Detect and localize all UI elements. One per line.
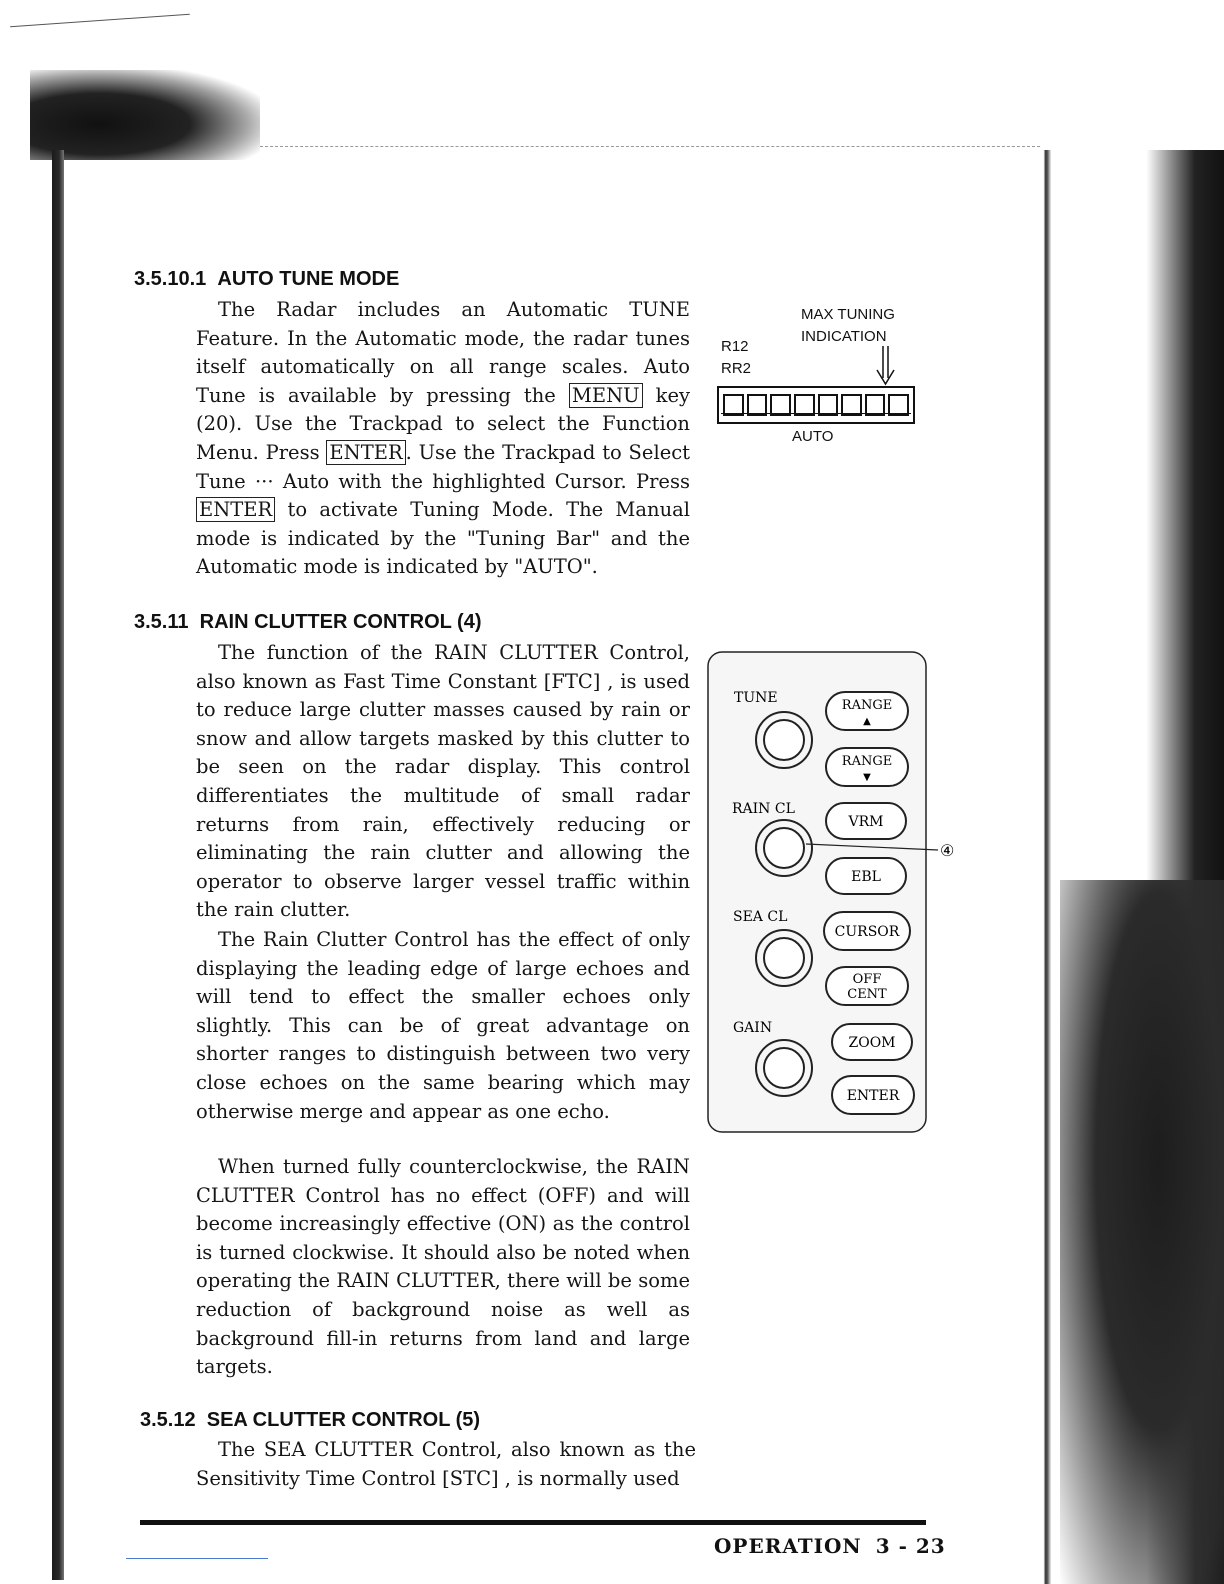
figure-label-indication: INDICATION bbox=[801, 328, 887, 345]
down-arrow-icon bbox=[874, 346, 898, 386]
paragraph-sea-clutter: The SEA CLUTTER Control, also known as the Sensitivity Time Control [STC] , is normally used bbox=[196, 1438, 696, 1490]
figure-label-model-rr2: RR2 bbox=[721, 360, 752, 377]
section-title: SEA CLUTTER CONTROL (5) bbox=[206, 1409, 481, 1431]
text-run: The Radar includes an Automatic TUNE Feature. In the Automatic mode, the radar tunes itself automatically on all range scales. Auto Tune is available by pressing the bbox=[196, 298, 690, 407]
knob-label-rain-cl: RAIN CL bbox=[732, 801, 795, 817]
section-title: RAIN CLUTTER CONTROL (4) bbox=[199, 611, 482, 633]
section-number: 3.5.11 bbox=[134, 611, 189, 633]
tuning-bar-segment bbox=[794, 394, 815, 416]
off-cent-label-line1: OFF bbox=[852, 972, 882, 987]
scan-binding-edge-left bbox=[52, 150, 64, 1580]
paragraph-rain-clutter-2: The Rain Clutter Control has the effect of only displaying the leading edge of large echoes and will tend to effect the smaller echoes only slightly. This can be of great advantage on shorter ranges to distinguish between two very close echoes on the same bearing which may otherwise merge and appear as one echo. bbox=[196, 928, 690, 1123]
figure-label-auto: AUTO bbox=[792, 428, 834, 445]
key-enter: ENTER bbox=[326, 440, 405, 465]
footer-section: OPERATION bbox=[714, 1534, 862, 1558]
off-cent-button[interactable] bbox=[826, 967, 908, 1005]
text-run: key (20). Use the Trackpad to select the Function Menu. Press bbox=[196, 383, 690, 464]
tuning-bar-segments bbox=[721, 392, 911, 414]
enter-label: ENTER bbox=[846, 1088, 900, 1104]
range-down-label: RANGE bbox=[841, 754, 893, 769]
tune-knob[interactable] bbox=[756, 712, 812, 768]
control-panel-figure bbox=[706, 648, 966, 1138]
cursor-label: CURSOR bbox=[834, 924, 900, 940]
tuning-bar-segment bbox=[770, 394, 791, 416]
scan-artifact-line bbox=[10, 14, 190, 29]
tuning-bar-segment bbox=[841, 394, 862, 416]
scan-artifact-blue-line bbox=[126, 1558, 268, 1559]
arrow-up-icon: ▲ bbox=[863, 716, 871, 727]
arrow-down-icon: ▼ bbox=[863, 772, 871, 783]
scan-artifact-top-edge bbox=[260, 146, 1040, 148]
section-number: 3.5.10.1 bbox=[134, 268, 207, 290]
section-heading-rain-clutter bbox=[134, 611, 481, 634]
vrm-button[interactable] bbox=[826, 803, 906, 839]
off-cent-label-line2: CENT bbox=[847, 987, 887, 1002]
paragraph-auto-tune bbox=[196, 296, 690, 582]
footer-rule bbox=[140, 1520, 926, 1525]
knob-label-gain: GAIN bbox=[733, 1020, 773, 1036]
figure-label-model-r12: R12 bbox=[721, 338, 749, 355]
range-down-button[interactable] bbox=[826, 748, 908, 786]
section-title: AUTO TUNE MODE bbox=[217, 268, 400, 290]
gain-knob[interactable] bbox=[756, 1040, 812, 1096]
tuning-bar-segment bbox=[723, 394, 744, 416]
paragraph-rain-clutter-3: When turned fully counterclockwise, the RAIN CLUTTER Control has no effect (OFF) and will become increasingly effective (ON) as the control is turned clockwise. It should also be noted when operating the RAIN CLUTTER, there will be some reduction of background noise as well as background fill-in returns from land and large targets. bbox=[196, 1155, 690, 1379]
page-number: 3 - 23 bbox=[875, 1534, 946, 1558]
scan-shadow-top-left bbox=[30, 70, 260, 160]
ebl-button[interactable] bbox=[826, 858, 906, 894]
tuning-bar-segment bbox=[747, 394, 768, 416]
vrm-label: VRM bbox=[848, 814, 884, 830]
knob-label-sea-cl: SEA CL bbox=[733, 909, 788, 925]
cursor-button[interactable] bbox=[824, 912, 910, 950]
zoom-label: ZOOM bbox=[848, 1035, 896, 1051]
tuning-bar-segment bbox=[818, 394, 839, 416]
text-run: to activate Tuning Mode. The Manual mode is indicated by the "Tuning Bar" and the Automatic mode is indicated by "AUTO". bbox=[196, 498, 691, 579]
section-number: 3.5.12 bbox=[140, 1409, 196, 1431]
paragraph-rain-clutter-1: The function of the RAIN CLUTTER Control, also known as Fast Time Constant [FTC] , is used to reduce large clutter masses caused by rain or snow and allow targets masked by this clutter to be seen on the radar display. This control differentiates the multitude of small radar returns from rain, effectively reducing or eliminating the rain clutter and allowing the operator to observe larger vessel traffic within the rain clutter. bbox=[196, 641, 690, 922]
tuning-bar-segment bbox=[865, 394, 886, 416]
rain-cl-knob[interactable] bbox=[756, 820, 812, 876]
sea-cl-knob[interactable] bbox=[756, 930, 812, 986]
enter-button[interactable] bbox=[832, 1076, 914, 1114]
callout-number-4: ④ bbox=[940, 841, 955, 860]
key-enter: ENTER bbox=[196, 497, 275, 522]
section-heading-sea-clutter bbox=[140, 1409, 480, 1432]
figure-label-max-tuning: MAX TUNING bbox=[801, 306, 895, 323]
tuning-bar-segment bbox=[888, 394, 909, 416]
ebl-label: EBL bbox=[851, 869, 881, 885]
knob-label-tune: TUNE bbox=[734, 690, 778, 706]
range-up-button[interactable] bbox=[826, 692, 908, 730]
zoom-button[interactable] bbox=[832, 1024, 912, 1060]
page-footer bbox=[714, 1534, 946, 1558]
text-run: . Use the Trackpad to Select Tune ··· Auto with the highlighted Cursor. Press bbox=[196, 440, 690, 493]
scan-shadow-right-dark bbox=[1060, 880, 1224, 1584]
range-up-label: RANGE bbox=[841, 698, 893, 713]
section-heading-auto-tune bbox=[134, 268, 399, 291]
key-menu: MENU bbox=[569, 383, 643, 408]
tuning-bar bbox=[717, 386, 915, 424]
